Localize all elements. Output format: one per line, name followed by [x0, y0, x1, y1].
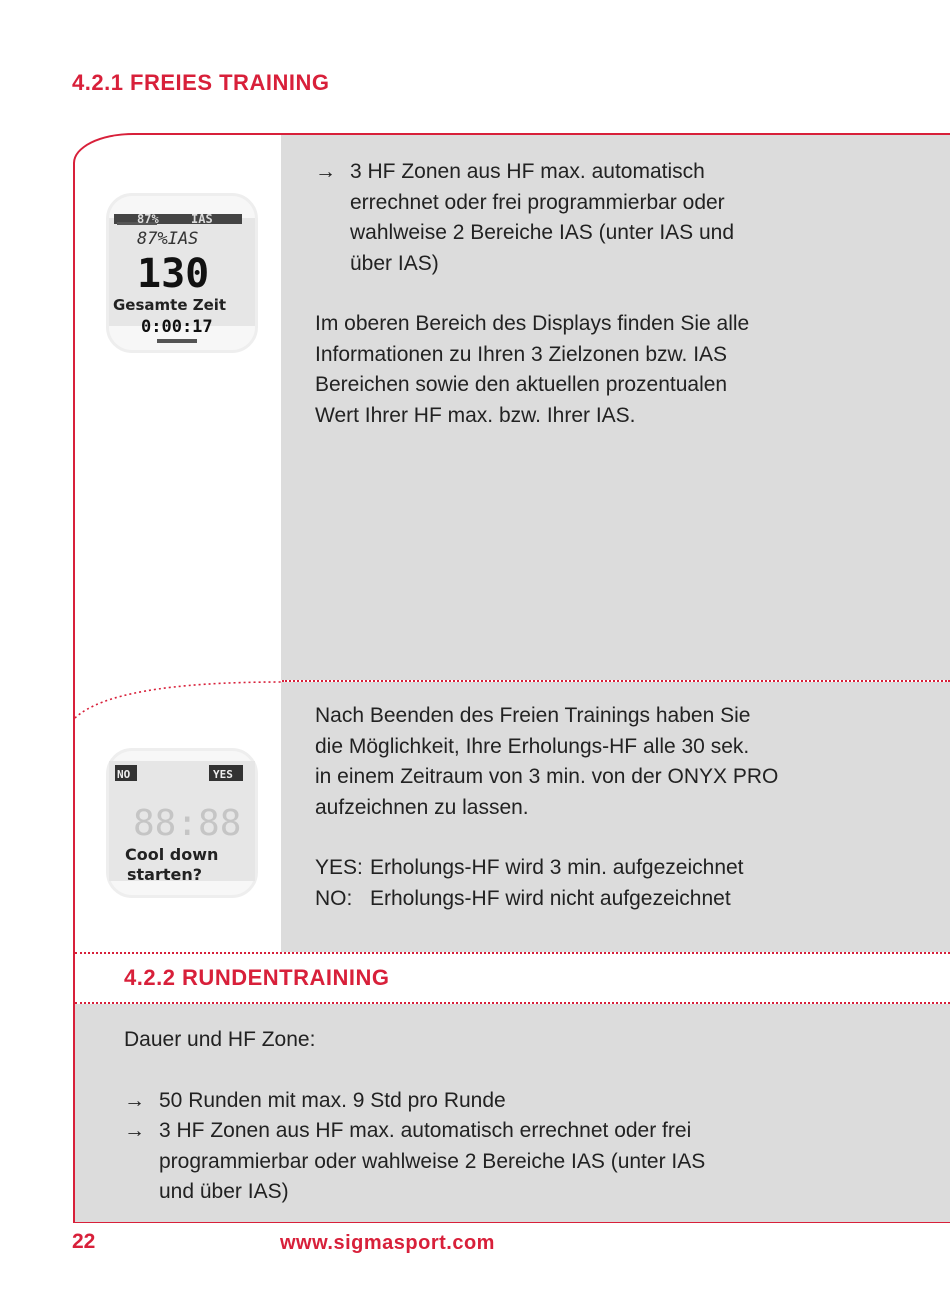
device2-line2: starten? — [127, 865, 203, 884]
dotted-curve — [73, 680, 283, 720]
divider-1 — [282, 680, 950, 682]
device-display-1 — [106, 193, 258, 353]
subsection-bullet-1: → 50 Runden mit max. 9 Std pro Runde — [124, 1086, 924, 1117]
block1-bullet: → 3 HF Zonen aus HF max. automatisch errechnet oder frei programmierbar oder wahlweise 2 Bereiche IAS (unter IAS und über IAS) — [315, 157, 915, 279]
device1-time: 0:00:17 — [141, 317, 213, 337]
arrow-right-icon: → — [124, 1119, 145, 1142]
divider-2 — [75, 952, 950, 954]
device1-mode: 87%IAS — [137, 229, 199, 249]
arrow-right-icon: → — [315, 160, 336, 183]
device2-left-tag: NO — [117, 768, 131, 781]
subsection-intro: Dauer und HF Zone: — [124, 1028, 316, 1051]
footer-url[interactable]: www.sigmasport.com — [280, 1232, 495, 1254]
device1-value: 130 — [137, 251, 210, 297]
page-number: 22 — [72, 1230, 96, 1253]
section-title: 4.2.1 FREIES TRAINING — [72, 70, 330, 95]
block3-text — [124, 1025, 924, 1208]
block1-text — [315, 157, 915, 431]
device1-label: Gesamte Zeit — [113, 296, 227, 314]
no-row: NO: Erholungs-HF wird nicht aufgezeichnet — [315, 886, 731, 910]
block2-paragraph: Nach Beenden des Freien Trainings haben Sie die Möglichkeit, Ihre Erholungs-HF alle 30 sek. in einem Zeitraum von 3 min. von der ONYX PRO aufzeichnen zu lassen. — [315, 704, 779, 819]
device2-right-tag: YES — [213, 768, 233, 781]
device1-top-left: 87% — [137, 212, 159, 226]
block2-text — [315, 701, 935, 914]
arrow-right-icon: → — [124, 1088, 145, 1112]
device2-line1: Cool down — [125, 845, 219, 864]
device-display-2 — [106, 748, 258, 898]
device1-top-right: IAS — [191, 212, 213, 226]
device2-digits: 88:88 — [133, 803, 242, 844]
block1-paragraph: Im oberen Bereich des Displays finden Sie alle Informationen zu Ihren 3 Zielzonen bzw. IAS Bereichen sowie den aktuellen prozentualen Wert Ihrer HF max. bzw. Ihrer IAS. — [315, 312, 750, 427]
subsection-title: 4.2.2 RUNDENTRAINING — [124, 965, 390, 990]
divider-3 — [75, 1002, 950, 1004]
subsection-bullet-2: → 3 HF Zonen aus HF max. automatisch errechnet oder frei programmierbar oder wahlweise 2 Bereiche IAS (unter IAS und über IAS) — [124, 1116, 924, 1208]
yes-row: YES: Erholungs-HF wird 3 min. aufgezeichnet — [315, 856, 744, 879]
